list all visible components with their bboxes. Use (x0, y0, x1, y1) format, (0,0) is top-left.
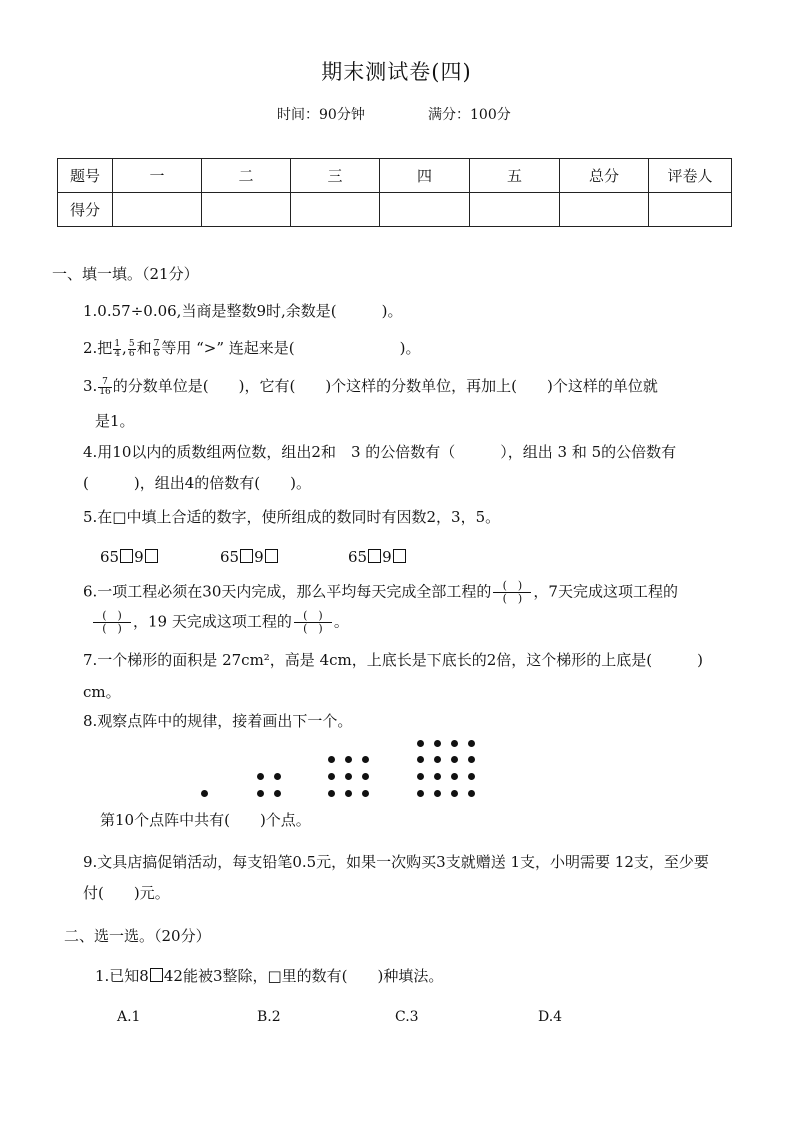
score-table-header-row (58, 159, 732, 193)
dot (362, 790, 369, 797)
score-cell[interactable] (649, 193, 732, 227)
dot (451, 740, 458, 747)
dot (362, 773, 369, 780)
dot (345, 773, 352, 780)
fraction: $\frac{7}{16}$ (99, 376, 111, 397)
q2-1-suffix: 42能被3整除，□里的数有( )种填法。 (163, 967, 444, 985)
question-2-1 (95, 965, 443, 986)
dot (274, 790, 281, 797)
score-table (57, 158, 732, 227)
dot (451, 773, 458, 780)
exam-time: 时间：90分钟 (277, 107, 365, 123)
dot (468, 756, 475, 763)
q2-sep: , (122, 339, 127, 357)
option-c[interactable]: C.3 (395, 1009, 419, 1025)
score-cell[interactable] (560, 193, 649, 227)
dot (257, 773, 264, 780)
table-header-cell: 四 (380, 159, 470, 193)
table-header-cell: 三 (291, 159, 380, 193)
digit-box[interactable] (265, 549, 278, 563)
blank-fraction[interactable]: ( ) ( ) (93, 610, 131, 635)
dot (274, 773, 281, 780)
table-header-cell: 总分 (560, 159, 649, 193)
q3-line1: 的分数单位是( )，它有( )个这样的分数单位，再加上( )个这样的单位就 (112, 377, 658, 395)
question-1-9-line2: 付( )元。 (83, 884, 170, 902)
question-1-4-line2: ( )，组出4的倍数有( )。 (83, 474, 311, 492)
q5-item: 65 9 (348, 548, 407, 566)
exam-full-score: 满分：100分 (428, 107, 511, 123)
question-1-3 (83, 375, 658, 397)
blank-fraction[interactable]: ( ) ( ) (493, 580, 531, 605)
table-header-cell: 一 (113, 159, 202, 193)
table-header-cell: 五 (470, 159, 560, 193)
q5-item: 65 9 (220, 548, 279, 566)
q2-and: 和 (136, 339, 152, 357)
dot (468, 790, 475, 797)
question-1-8-answer: 第10个点阵中共有( )个点。 (100, 811, 311, 829)
dot (468, 740, 475, 747)
score-table-score-row (58, 193, 732, 227)
question-1-7: 7.一个梯形的面积是 27cm²，高是 4cm，上底长是下底长的2倍，这个梯形的上底是( ) (83, 651, 703, 669)
question-1-6-line2 (91, 610, 349, 635)
question-1-3-line2: 是1。 (95, 412, 135, 430)
score-cell[interactable] (113, 193, 202, 227)
blank-fraction[interactable]: ( ) ( ) (294, 610, 332, 635)
question-1-1: 1.0.57÷0.06,当商是整数9时,余数是( )。 (83, 302, 403, 320)
dot (417, 756, 424, 763)
q5-item: 65 9 (100, 548, 159, 566)
option-d[interactable]: D.4 (538, 1009, 563, 1025)
digit-box[interactable] (120, 549, 133, 563)
q6-line1: 6.一项工程必须在30天内完成，那么平均每天完成全部工程的 (83, 582, 492, 601)
score-cell[interactable] (380, 193, 470, 227)
digit-box[interactable] (150, 968, 163, 982)
page-title: 期末测试卷(四) (321, 60, 472, 84)
score-cell[interactable] (202, 193, 291, 227)
fraction: $\frac{7}{6}$ (153, 338, 160, 359)
score-cell[interactable] (291, 193, 380, 227)
table-header-cell: 评卷人 (649, 159, 732, 193)
dot (434, 756, 441, 763)
q2-suffix: 等用 “>” 连起来是( )。 (161, 339, 421, 357)
digit-box[interactable] (393, 549, 406, 563)
dot (434, 773, 441, 780)
question-1-6 (83, 580, 678, 605)
q2-1-prefix: 1.已知8 (95, 967, 149, 985)
dot (345, 790, 352, 797)
dot (362, 756, 369, 763)
dot (257, 790, 264, 797)
question-1-9: 9.文具店搞促销活动，每支铅笔0.5元，如果一次购买3支就赠送 1支，小明需要 12支，至少要 (83, 853, 709, 871)
fraction: $\frac{5}{6}$ (128, 338, 135, 359)
score-cell[interactable] (470, 193, 560, 227)
digit-box[interactable] (145, 549, 158, 563)
dot (434, 740, 441, 747)
dot (417, 740, 424, 747)
table-row-label: 得分 (58, 193, 113, 227)
option-a[interactable]: A.1 (117, 1009, 141, 1025)
question-1-2 (83, 337, 420, 359)
q6-line1-end: ，7天完成这项工程的 (533, 582, 678, 601)
q2-prefix: 2.把 (83, 339, 113, 357)
question-1-7-line2: cm。 (83, 683, 121, 701)
digit-box[interactable] (240, 549, 253, 563)
dot (451, 790, 458, 797)
dot (328, 773, 335, 780)
q6-line2-mid: ，19 天完成这项工程的 (133, 612, 292, 631)
dot (201, 790, 208, 797)
dot (328, 790, 335, 797)
dot (417, 790, 424, 797)
dot (345, 756, 352, 763)
dot (417, 773, 424, 780)
section-title-fill: 一、填一填。（21分） (52, 265, 199, 283)
section-title-choose: 二、选一选。（20分） (64, 927, 211, 945)
table-header-cell: 二 (202, 159, 291, 193)
question-1-8: 8.观察点阵中的规律，接着画出下一个。 (83, 712, 353, 730)
option-b[interactable]: B.2 (257, 1009, 281, 1025)
dot (434, 790, 441, 797)
question-1-5: 5.在□中填上合适的数字，使所组成的数同时有因数2，3，5。 (83, 508, 501, 526)
dot (328, 756, 335, 763)
dot (451, 756, 458, 763)
fraction: $\frac{1}{4}$ (114, 338, 121, 359)
table-header-cell: 题号 (58, 159, 113, 193)
question-1-4: 4.用10以内的质数组两位数，组出2和 3 的公倍数有（ ），组出 3 和 5的公倍数有 (83, 443, 677, 461)
q6-line2-end: 。 (333, 612, 349, 631)
digit-box[interactable] (368, 549, 381, 563)
dot (468, 773, 475, 780)
q3-prefix: 3. (83, 377, 98, 395)
